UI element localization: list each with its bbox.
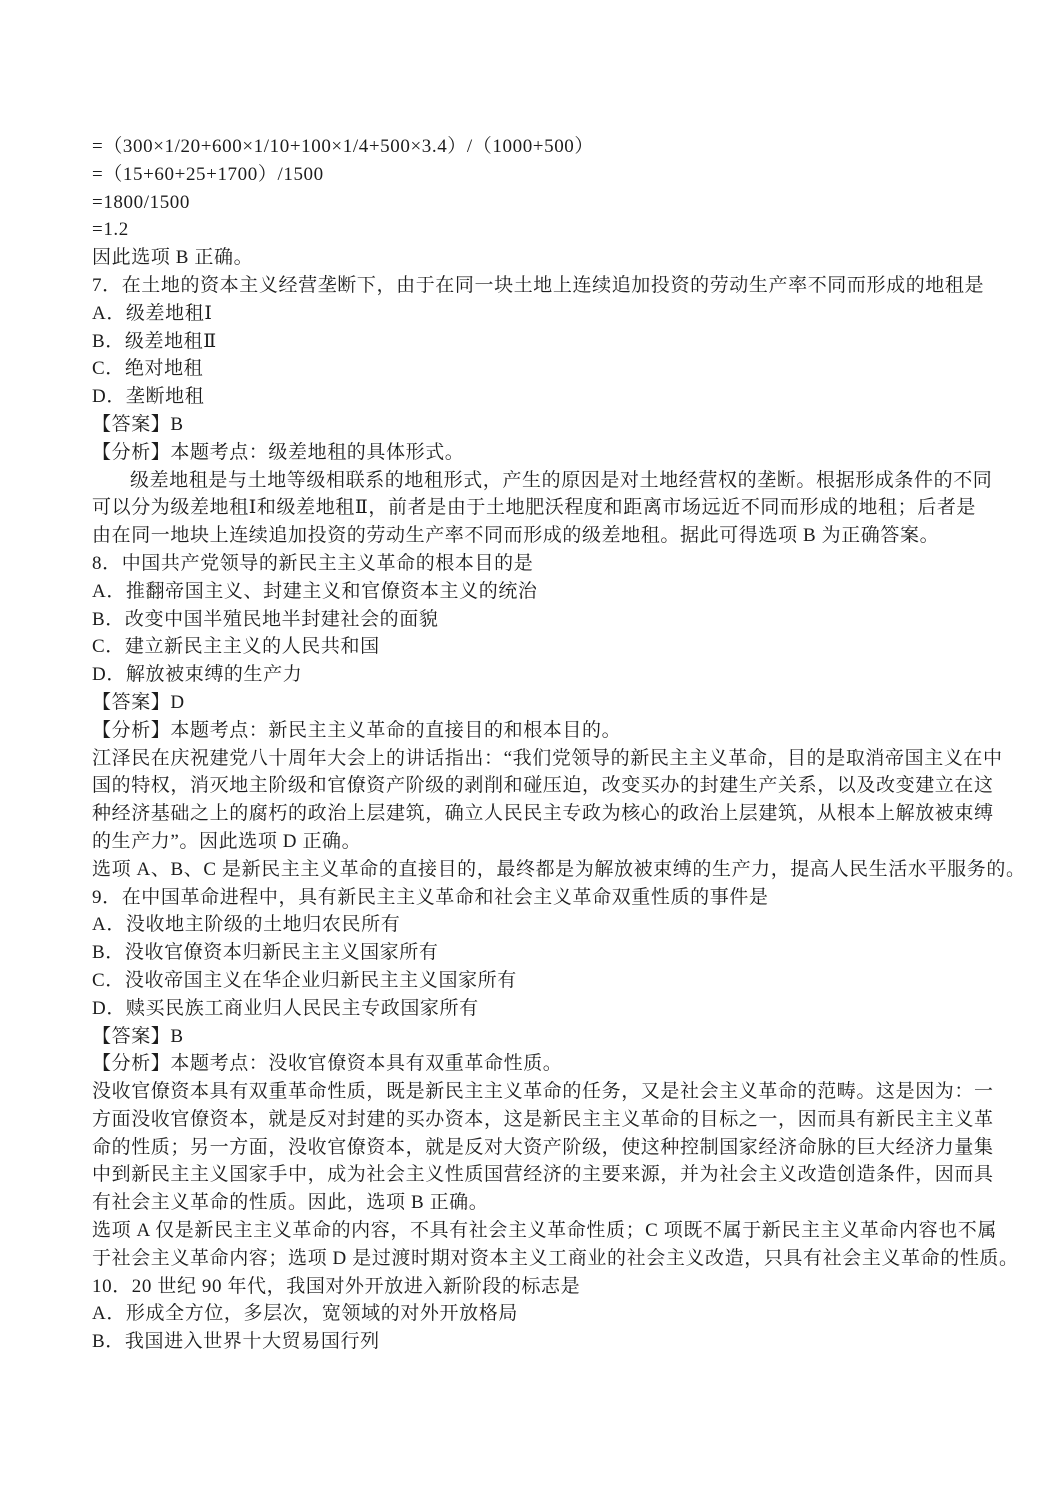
text-line: 方面没收官僚资本，就是反对封建的买办资本，这是新民主主义革命的目标之一，因而具有新民主主义革	[92, 1108, 994, 1130]
text-line: D．解放被束缚的生产力	[92, 664, 303, 686]
text-line: A．推翻帝国主义、封建主义和官僚资本主义的统治	[92, 580, 538, 602]
text-line: A．级差地租Ⅰ	[92, 302, 213, 324]
text-line: B．改变中国半殖民地半封建社会的面貌	[92, 608, 439, 630]
text-line: 没收官僚资本具有双重革命性质，既是新民主主义革命的任务，又是社会主义革命的范畴。这是因为：一	[92, 1081, 994, 1103]
text-line: 于社会主义革命内容；选项 D 是过渡时期对资本主义工商业的社会主义改造，只具有社会主义革命的性质。	[92, 1247, 1019, 1269]
text-line: =1800/1500	[92, 191, 190, 213]
text-line: D．垄断地租	[92, 386, 205, 408]
text-line: 可以分为级差地租Ⅰ和级差地租Ⅱ，前者是由于土地肥沃程度和距离市场远近不同而形成的地租；后者是	[92, 497, 977, 519]
text-line: 选项 A、B、C 是新民主主义革命的直接目的，最终都是为解放被束缚的生产力，提高人民生活水平服务的。	[92, 858, 1026, 880]
text-line: 因此选项 B 正确。	[92, 247, 254, 269]
text-line: B．没收官僚资本归新民主主义国家所有	[92, 942, 439, 964]
text-line: C．建立新民主主义的人民共和国	[92, 636, 380, 658]
text-line: 选项 A 仅是新民主主义革命的内容，不具有社会主义革命性质；C 项既不属于新民主主义革命内容也不属	[92, 1220, 997, 1242]
text-line: D．赎买民族工商业归人民民主专政国家所有	[92, 997, 479, 1019]
text-line: 9．在中国革命进程中，具有新民主主义革命和社会主义革命双重性质的事件是	[92, 886, 769, 908]
text-line: B．我国进入世界十大贸易国行列	[92, 1331, 380, 1353]
text-line: 【答案】B	[92, 413, 184, 435]
text-line: 的生产力”。因此选项 D 正确。	[92, 830, 362, 852]
text-line: 种经济基础之上的腐朽的政治上层建筑，确立人民民主专政为核心的政治上层建筑，从根本上解放被束缚	[92, 803, 994, 825]
text-line: 【分析】本题考点：级差地租的具体形式。	[92, 441, 465, 463]
text-line: =（300×1/20+600×1/10+100×1/4+500×3.4）/（1000+500）	[92, 136, 595, 157]
text-line: 【答案】D	[92, 691, 185, 713]
text-line: 【分析】本题考点：没收官僚资本具有双重革命性质。	[92, 1053, 563, 1075]
text-line: A．形成全方位，多层次，宽领域的对外开放格局	[92, 1303, 518, 1325]
text-line: C．绝对地租	[92, 358, 204, 380]
text-line: 【分析】本题考点：新民主主义革命的直接目的和根本目的。	[92, 719, 622, 741]
text-line: 7．在土地的资本主义经营垄断下，由于在同一块土地上连续追加投资的劳动生产率不同而形成的地租是	[92, 274, 985, 296]
text-line: 江泽民在庆祝建党八十周年大会上的讲话指出：“我们党领导的新民主主义革命，目的是取消帝国主义在中	[92, 747, 1003, 769]
text-line: A．没收地主阶级的土地归农民所有	[92, 914, 401, 936]
text-line: 有社会主义革命的性质。因此，选项 B 正确。	[92, 1192, 489, 1214]
text-line: 命的性质；另一方面，没收官僚资本，就是反对大资产阶级，使这种控制国家经济命脉的巨大经济力量集	[92, 1136, 994, 1158]
text-line: C．没收帝国主义在华企业归新民主主义国家所有	[92, 969, 517, 991]
text-line: 国的特权，消灭地主阶级和官僚资产阶级的剥削和碰压迫，改变买办的封建生产关系，以及改变建立在这	[92, 775, 994, 797]
text-line: 10．20 世纪 90 年代，我国对外开放进入新阶段的标志是	[92, 1275, 581, 1297]
text-line: =（15+60+25+1700）/1500	[92, 163, 324, 185]
text-line: 【答案】B	[92, 1025, 184, 1047]
text-line: 8．中国共产党领导的新民主主义革命的根本目的是	[92, 552, 534, 574]
text-line: 由在同一地块上连续追加投资的劳动生产率不同而形成的级差地租。据此可得选项 B 为正确答案。	[92, 525, 940, 547]
document-content	[92, 133, 1026, 1356]
text-line: =1.2	[92, 219, 129, 241]
text-line: B．级差地租Ⅱ	[92, 330, 217, 352]
text-line: 中到新民主主义国家手中，成为社会主义性质国营经济的主要来源，并为社会主义改造创造条件，因而具	[92, 1164, 994, 1186]
text-line: 级差地租是与土地等级相联系的地租形式，产生的原因是对土地经营权的垄断。根据形成条件的不同	[130, 469, 993, 491]
